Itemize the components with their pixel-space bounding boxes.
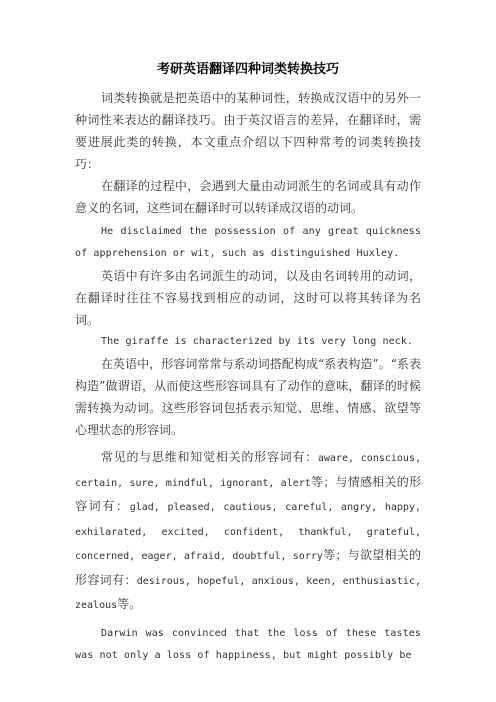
example-sentence-2: The giraffe is characterized by its very long neck.: [101, 336, 414, 347]
example-sentence-3: Darwin was convinced that the loss of these tastes was not only a loss of happiness, but might possibly be: [75, 627, 421, 661]
paragraph-verb-nouns: 在翻译的过程中，会遇到大量由动词派生的名词或具有动作意义的名词，这些词在翻译时可以转译成汉语的动词。: [75, 179, 421, 215]
paragraph-adjectives: 在英语中，形容词常常与系动词搭配构成“系表构造”。“系表构造”做谓语，从而使这些形容词具有了动作的意味，翻译的时候需转换为动词。这些形容词包括表示知觉、思维、情感、欲望等心理状态的形容词。: [75, 357, 421, 437]
adjective-words-emotion: glad, pleased, cautious, careful, angry, happy, exhilarated, excited, confident, thankful, grateful, concerned, eager, afraid, doubtful, sorry: [75, 502, 421, 562]
adjective-lead-3: 等；与欲望相关的形容词有：: [75, 548, 421, 587]
example-sentence-1: He disclaimed the possession of any great quickness of apprehension or wit, such as distinguished Huxley.: [75, 226, 421, 259]
adjective-lead-2: 等；与情感相关的形容词有：: [75, 474, 421, 513]
document-title: 考研英语翻译四种词类转换技巧: [156, 62, 339, 77]
paragraph-adjective-lists: [75, 446, 421, 618]
adjective-tail: 等。: [117, 597, 142, 611]
document-body: [75, 87, 421, 667]
adjective-words-desire: desirous, hopeful, anxious, keen, enthusiastic, zealous: [75, 575, 421, 611]
paragraph-intro: 词类转换就是把英语中的某种词性，转换成汉语中的另外一种词性来表达的翻译技巧。由于英汉语言的差异，在翻译时，需要进展此类的转换，本文重点介绍以下四种常考的词类转换技巧：: [75, 91, 421, 171]
paragraph-noun-verbs: 英语中有许多由名词派生的动词，以及由名词转用的动词，在翻译时往往不容易找到相应的动词，这时可以将其转译为名词。: [75, 269, 421, 327]
adjective-lead-1: 常见的与思维和知觉相关的形容词有：: [101, 450, 318, 464]
adjective-words-cognition: aware, conscious, certain, sure, mindful, ignorant, alert: [75, 453, 421, 489]
